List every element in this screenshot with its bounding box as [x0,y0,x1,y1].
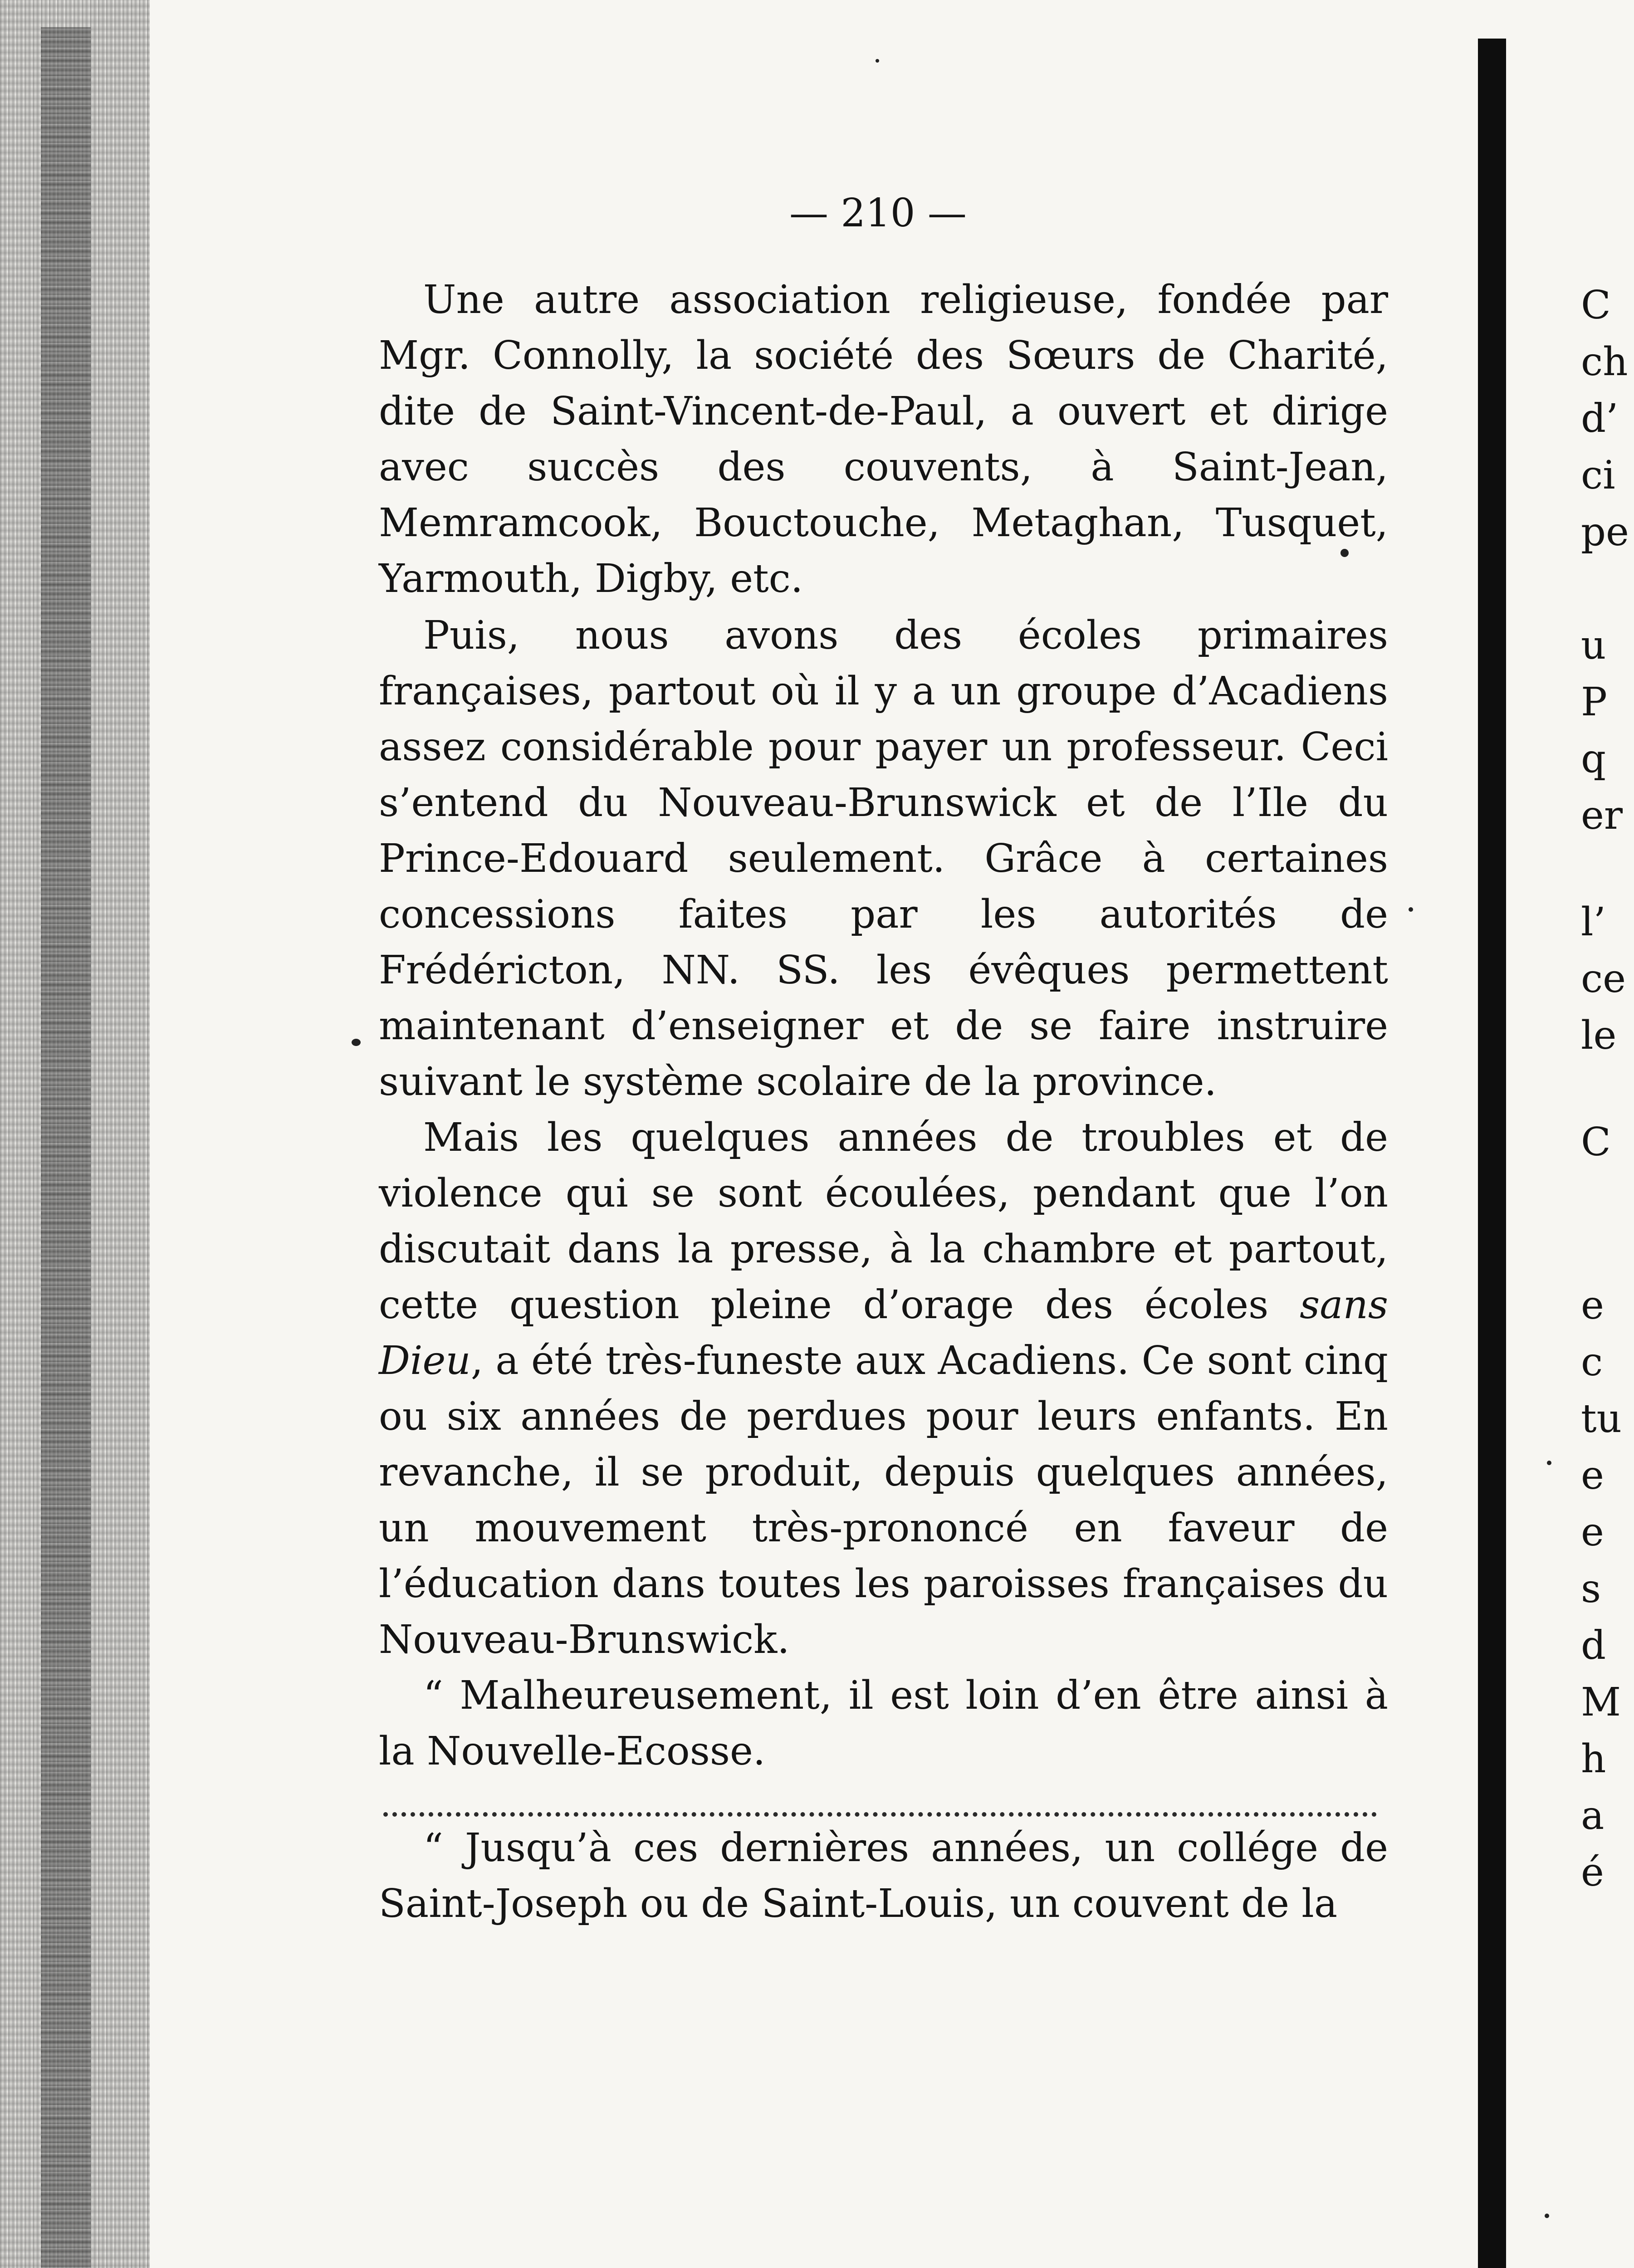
scan-speck [876,59,879,63]
scan-speck [1547,1461,1551,1465]
paragraph-3-part-1: Mais les quelques années de troubles et de violence qui se sont écoulées, pendant que l’on discutait dans la presse, à la chambre et partout, cette question pleine d’orage des écoles [379,1115,1388,1328]
facing-fragment: é [1581,1850,1604,1895]
italic-phrase: sans Dieu [379,1282,1388,1383]
paragraph-5: “ Jusqu’à ces dernières années, un collége de Saint-Joseph ou de Saint-Louis, un couvent de la [379,1825,1388,1926]
facing-fragment: er [1581,793,1623,838]
facing-fragment: e [1581,1283,1604,1328]
scan-speck [352,1039,361,1046]
facing-fragment: tu [1581,1396,1622,1442]
facing-fragment: le [1581,1013,1617,1058]
facing-fragment: ch [1581,339,1628,385]
facing-fragment: C [1581,283,1611,328]
paragraph-3-part-2: , a été très-funeste aux Acadiens. Ce sont cinq ou six années de perdues pour leurs enfants. En revanche, il se produit, depuis quelques années, un mouvement très-prononcé en faveur de l’éducation dans toutes les paroisses françaises du Nouveau-Brunswick. [379,1338,1388,1662]
page-body [379,272,1388,1932]
facing-fragment: a [1581,1793,1605,1838]
paragraph-3 [379,1110,1388,1668]
facing-fragment: P [1581,679,1607,725]
binding-edge [41,27,91,2268]
facing-fragment: M [1581,1680,1621,1725]
facing-fragment: d [1581,1623,1606,1668]
facing-fragment: h [1581,1736,1606,1782]
paragraph-1: Une autre association religieuse, fondée par Mgr. Connolly, la société des Sœurs de Charité, dite de Saint-Vincent-de-Paul, a ouvert et dirige avec succès des couvents, à Saint-Jean, Memramcook, Bouctouche, Metaghan, Tusquet, Yarmouth, Digby, etc. [379,277,1388,601]
facing-fragment: pe [1581,509,1629,555]
facing-fragment: e [1581,1453,1604,1498]
scan-speck [1545,2214,1549,2218]
page-number: — 210 — [789,191,967,236]
facing-fragment: e [1581,1510,1604,1555]
gutter-bar [1478,39,1506,2268]
facing-fragment: s [1581,1566,1601,1612]
facing-fragment: c [1581,1339,1603,1385]
paragraph-2: Puis, nous avons des écoles primaires françaises, partout où il y a un groupe d’Acadiens assez considérable pour payer un professeur. Ceci s’entend du Nouveau-Brunswick et de l’Ile du Prince-Edouard seulement. Grâce à certaines concessions faites par les autorités de Frédéricton, NN. SS. les évêques permettent maintenant d’enseigner et de se faire instruire suivant le système scolaire de la province. [379,613,1388,1105]
facing-fragment: C [1581,1119,1611,1165]
scan-speck [1340,549,1349,557]
facing-fragment: d’ [1581,396,1619,441]
facing-fragment: ci [1581,453,1615,498]
facing-page-edge [1581,0,1634,2268]
facing-fragment: l’ [1581,899,1606,945]
scan-speck [1409,907,1413,912]
facing-fragment: q [1581,736,1606,782]
facing-fragment: u [1581,623,1606,668]
facing-fragment: ce [1581,956,1626,1002]
paragraph-4: “ Malheureusement, il est loin d’en être ainsi à la Nouvelle-Ecosse. [379,1673,1388,1774]
ellipsis-separator [383,1803,1377,1817]
